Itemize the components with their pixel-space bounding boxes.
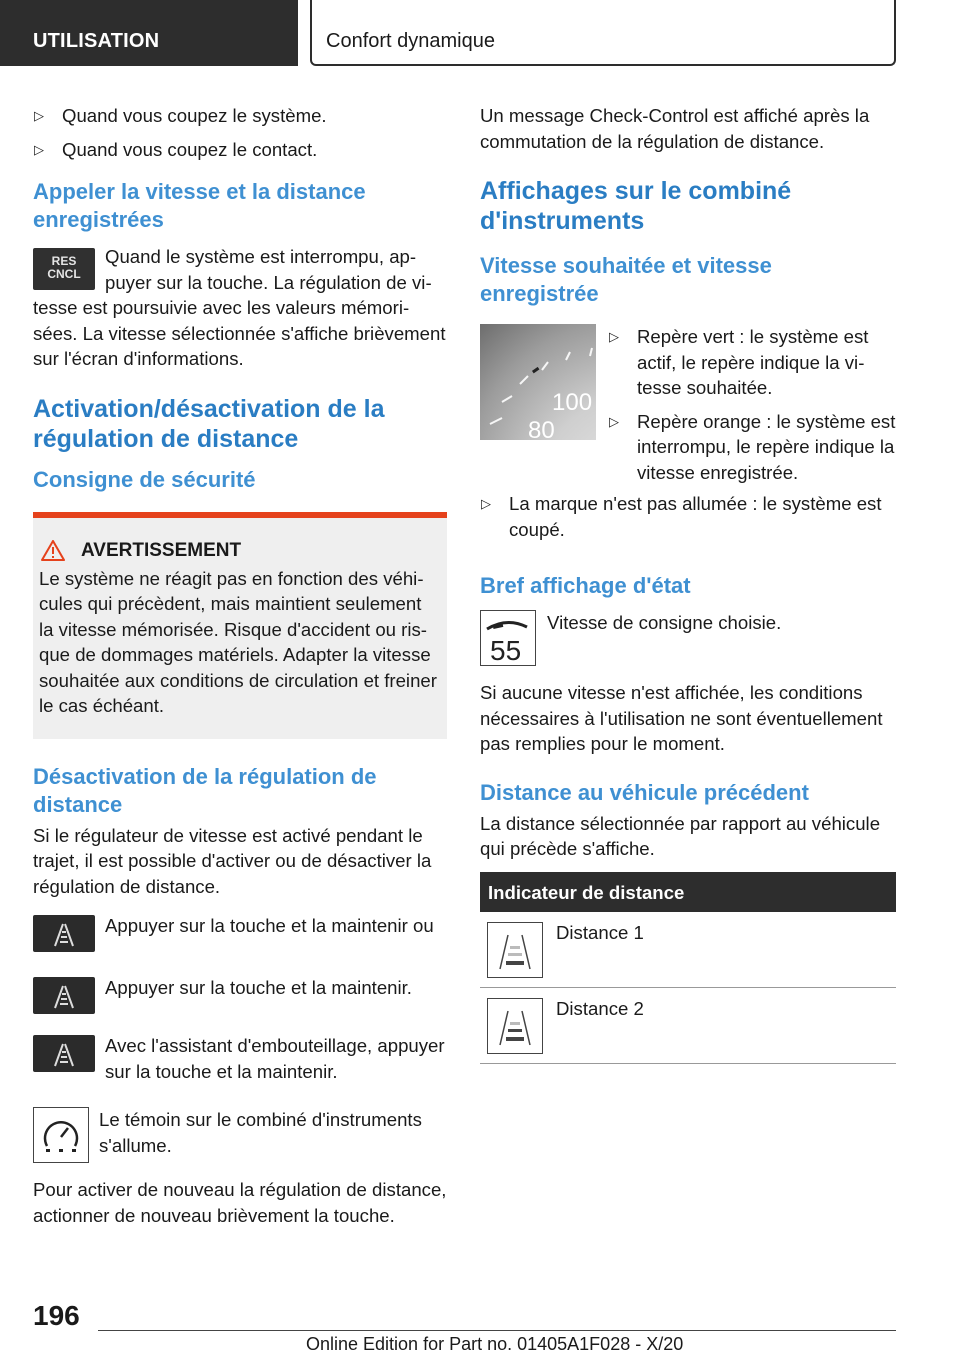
step3-text: Avec l'assistant d'embouteillage, appuyer sur la touche et la maintenir. (105, 1035, 445, 1082)
table-row: Distance 2 (480, 988, 896, 1064)
footer-divider (98, 1330, 896, 1331)
heading-displays: Affichages sur le combiné d'instruments (480, 177, 792, 235)
reactivate-text: Pour activer de nouveau la régulation de distance, actionner de nouveau brièvement la touche. (33, 1179, 447, 1226)
heading-safety: Consigne de sécurité (33, 466, 256, 492)
stop-conditions-list (33, 103, 447, 162)
table-header: Indicateur de distance (480, 872, 896, 912)
svg-text:100: 100 (552, 389, 593, 416)
distance-2-icon (487, 998, 543, 1054)
distance-table (480, 872, 896, 1064)
list-item: ▷ Repère orange : le système est interrompu, le repère indique la vitesse enregistrée. (609, 410, 896, 483)
heading-deactivation: Désactivation de la régulation de distance (33, 763, 377, 817)
bullet-triangle-icon: ▷ (34, 141, 44, 157)
warning-title: AVERTISSEMENT (39, 540, 441, 562)
mark-off-list (480, 491, 896, 542)
bullet-triangle-icon: ▷ (481, 496, 491, 511)
speedometer-indicator-icon (33, 1107, 89, 1163)
warning-box (33, 512, 447, 739)
distance-button-icon (33, 1035, 95, 1072)
list-item: ▷ Quand vous coupez le système. (33, 103, 447, 129)
heading-activation: Activation/désactivation de la régulation de distance (33, 394, 385, 453)
no-speed-text: Si aucune vitesse n'est affichée, les conditions nécessaires à l'utilisation ne sont éventuellement pas remplies pour le moment. (480, 682, 883, 754)
section-tab (0, 0, 298, 66)
step1-text: Appuyer sur la touche et la maintenir ou (105, 915, 434, 936)
heading-recall: Appeler la vitesse et la distance enregistrées (33, 179, 366, 232)
chapter-title: Confort dynamique (326, 30, 495, 52)
svg-text:55: 55 (490, 635, 522, 665)
table-row: Distance 1 (480, 912, 896, 988)
page-header (0, 0, 960, 66)
set-speed-icon (480, 610, 536, 666)
deactivation-text: Si le régulateur de vitesse est activé pendant le trajet, il est possible d'activer ou de désactiver la régulation de distance. (33, 824, 432, 897)
left-column (33, 100, 447, 1228)
bullet-triangle-icon: ▷ (609, 413, 619, 429)
indicator-text: Le témoin sur le combiné d'instruments s'allume. (99, 1109, 422, 1156)
recall-block (33, 244, 447, 372)
page-number: 196 (33, 1300, 80, 1331)
edition-text: Online Edition for Part no. 01405A1F028 - X/20 (306, 1334, 684, 1354)
list-item: ▷ Repère vert : le système est actif, le repère indique la vitesse souhaitée. (609, 326, 869, 398)
chapter-tab (310, 0, 896, 66)
check-control-text: Un message Check-Control est affiché après la commutation de la régulation de distance. (480, 105, 870, 152)
right-column (480, 100, 896, 1064)
step2-text: Appuyer sur la touche et la maintenir. (105, 977, 412, 998)
status-text: Vitesse de consigne choisie. (547, 612, 782, 633)
section-title: UTILISATION (33, 30, 160, 52)
distance-button-icon (33, 915, 95, 952)
bullet-triangle-icon: ▷ (609, 329, 619, 344)
indicator-row (33, 1107, 447, 1171)
list-item: ▷ La marque n'est pas allumée : le système est coupé. (481, 493, 882, 540)
step-row (33, 913, 447, 975)
svg-text:80: 80 (528, 417, 555, 440)
step-row (33, 975, 447, 1033)
speedometer-image (480, 324, 596, 440)
heading-status: Bref affichage d'état (480, 573, 691, 598)
bullet-triangle-icon: ▷ (34, 108, 44, 123)
distance-text: La distance sélectionnée par rapport au véhicule qui précède s'affiche. (480, 812, 881, 859)
distance-button-icon (33, 977, 95, 1014)
list-item: ▷ Quand vous coupez le contact. (33, 137, 447, 163)
distance-1-icon (487, 922, 543, 978)
speed-block (480, 324, 896, 485)
res-cncl-button-icon: RES CNCL (33, 248, 95, 290)
warning-text: Le système ne réagit pas en fonction des véhicules qui précèdent, mais maintient seulement la vitesse mémorisée. Risque d'accident ou risque de dommages matériels. Adapter la vitesse souhaitée aux conditions de circulation et freiner le cas échéant. (39, 567, 437, 716)
step-row (33, 1033, 447, 1103)
heading-speed: Vitesse souhaitée et vitesse enregistrée (480, 253, 772, 306)
recall-text: Quand le système est interrompu, appuyer sur la touche. La régulation de vitesse est poursuivie avec les valeurs mémorisées. La vitesse sélectionnée s'affiche brièvement sur l'écran d'informations. (33, 246, 446, 369)
status-row (480, 610, 896, 672)
warning-triangle-icon (41, 540, 65, 561)
heading-distance: Distance au véhicule précédent (480, 779, 809, 805)
